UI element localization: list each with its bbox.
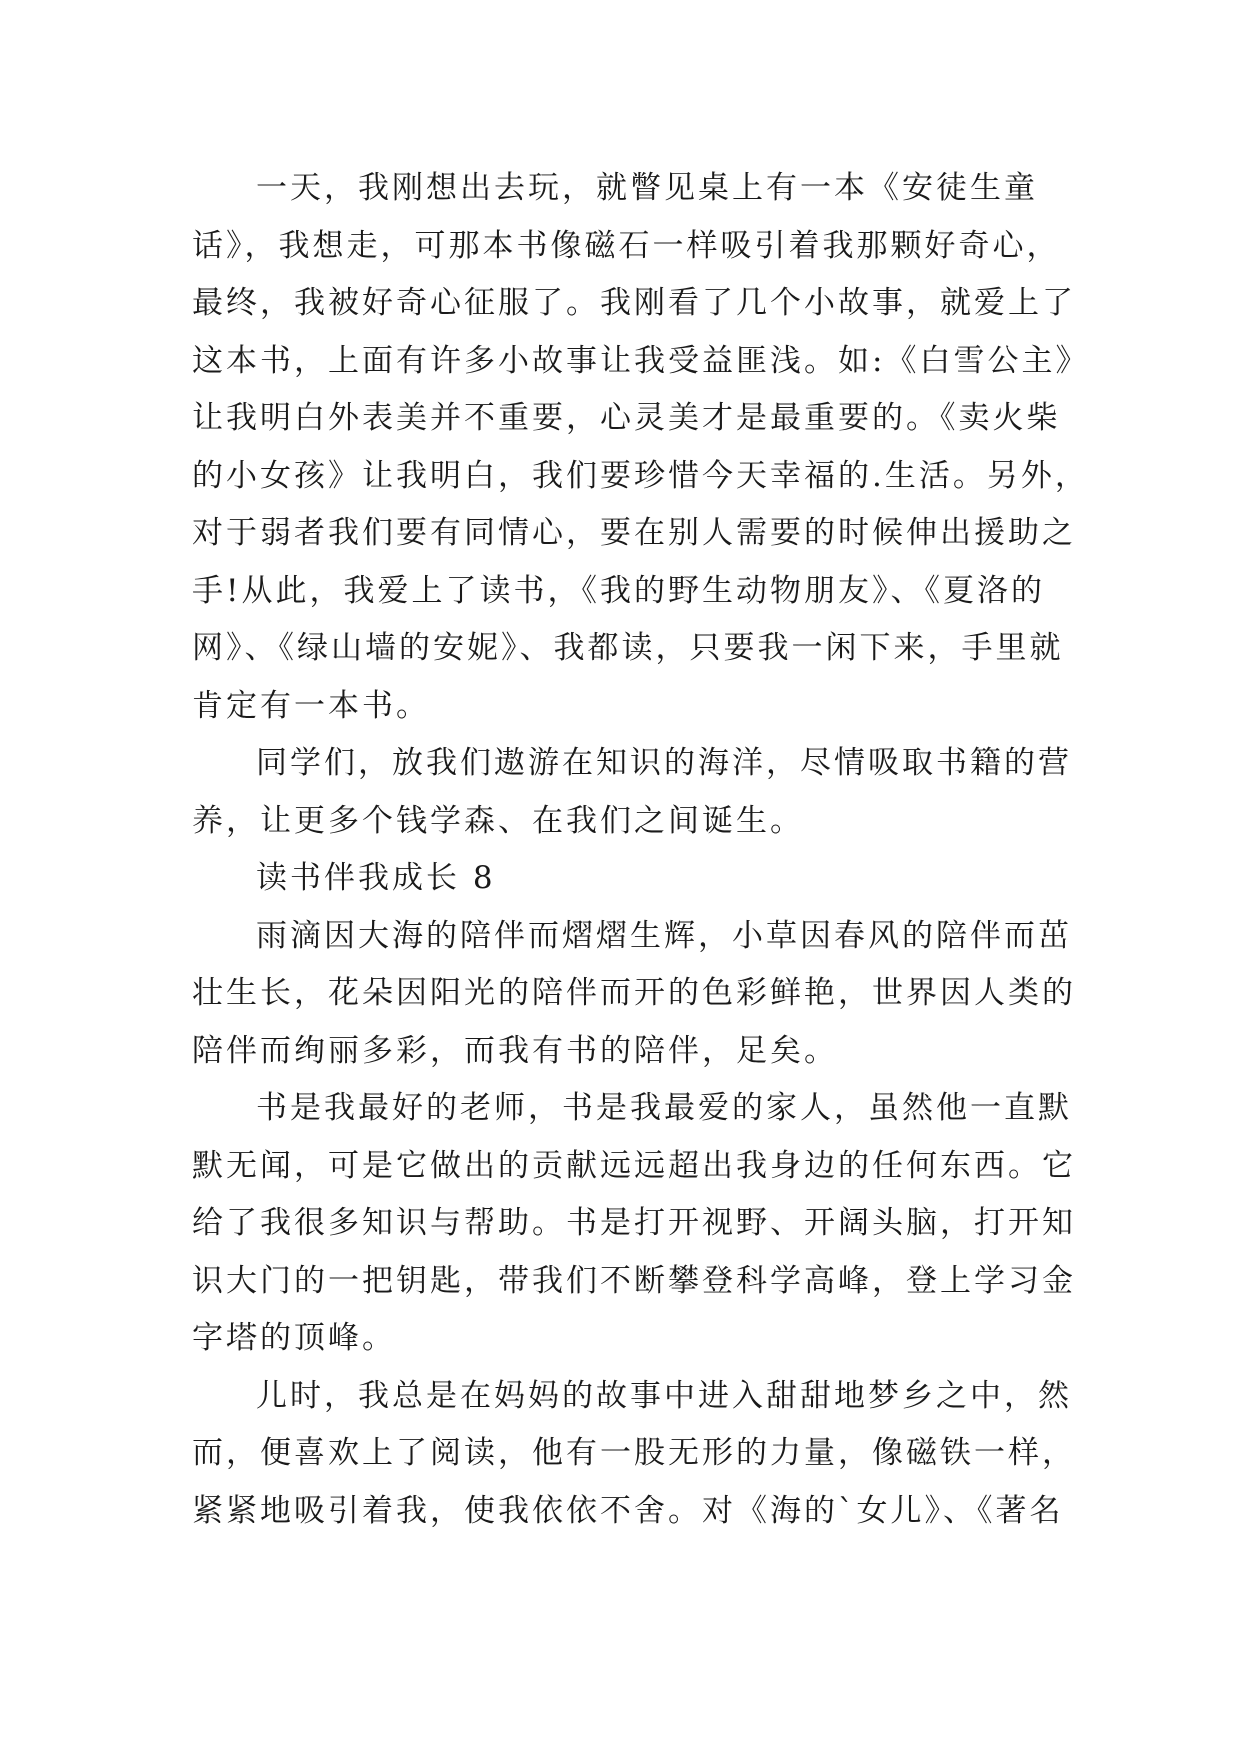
text-line: 默无闻，可是它做出的贡献远远超出我身边的任何东西。它 [192, 1147, 1076, 1184]
text-line: 紧紧地吸引着我，使我依依不舍。对《海的`女儿》、《著名 [192, 1492, 1064, 1529]
text-line: 对于弱者我们要有同情心，要在别人需要的时候伸出援助之 [192, 515, 1076, 551]
text-line: 读书伴我成长 8 [256, 860, 496, 896]
text-line: 字塔的顶峰。 [192, 1320, 396, 1356]
text-line: 壮生长，花朵因阳光的陪伴而开的色彩鲜艳，世界因人类的 [192, 975, 1076, 1011]
text-line: 同学们，放我们遨游在知识的海洋，尽情吸取书籍的营 [256, 745, 1072, 781]
text-line: 书是我最好的老师，书是我最爱的家人，虽然他一直默 [256, 1090, 1072, 1126]
text-line: 话》，我想走，可那本书像磁石一样吸引着我那颗好奇心， [192, 227, 1061, 264]
text-line: 最终，我被好奇心征服了。我刚看了几个小故事，就爱上了 [192, 285, 1076, 321]
text-line: 而，便喜欢上了阅读，他有一股无形的力量，像磁铁一样， [192, 1435, 1076, 1471]
text-line: 一天，我刚想出去玩，就瞥见桌上有一本《安徒生童 [256, 170, 1038, 206]
text-line: 让我明白外表美并不重要，心灵美才是最重要的。《卖火柴 [192, 400, 1061, 436]
text-line: 识大门的一把钥匙，带我们不断攀登科学高峰，登上学习金 [192, 1262, 1076, 1299]
text-line: 网》、《绿山墙的安妮》、我都读，只要我一闲下来，手里就 [192, 630, 1064, 666]
text-line: 儿时，我总是在妈妈的故事中进入甜甜地梦乡之中，然 [256, 1377, 1072, 1414]
text-line: 的小女孩》让我明白，我们要珍惜今天幸福的.生活。另外， [192, 457, 1089, 494]
text-line: 给了我很多知识与帮助。书是打开视野、开阔头脑，打开知 [192, 1205, 1076, 1241]
text-line: 养，让更多个钱学森、在我们之间诞生。 [192, 802, 804, 839]
text-line: 手!从此，我爱上了读书，《我的野生动物朋友》、《夏洛的 [192, 572, 1045, 609]
article-body [192, 160, 1090, 1540]
text-line: 陪伴而绚丽多彩，而我有书的陪伴，足矣。 [192, 1032, 838, 1069]
text-line: 肯定有一本书。 [192, 687, 430, 724]
text-line: 雨滴因大海的陪伴而熠熠生辉，小草因春风的陪伴而茁 [256, 917, 1072, 954]
text-line: 这本书，上面有许多小故事让我受益匪浅。如:《白雪公主》 [192, 342, 1090, 379]
